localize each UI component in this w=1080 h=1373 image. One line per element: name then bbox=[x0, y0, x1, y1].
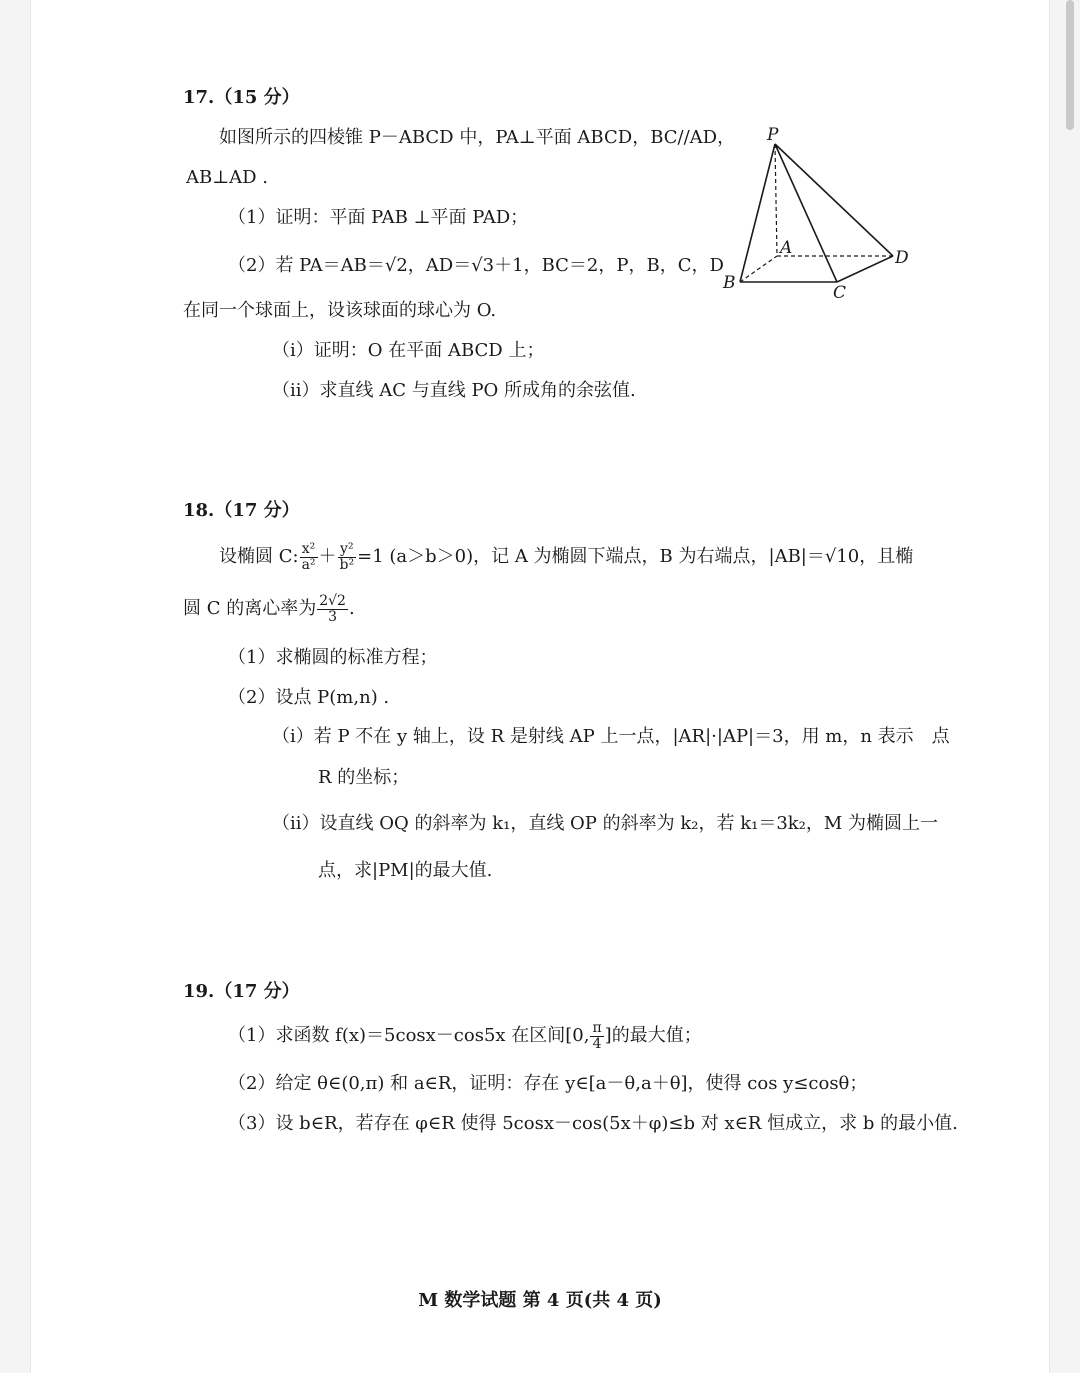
q18-part2: （2）设点 P(m,n) . bbox=[228, 687, 390, 708]
q19-part1 bbox=[228, 1018, 702, 1054]
q17-part2: （2）若 PA＝AB＝√2，AD＝√3＋1，BC＝2，P，B，C，D bbox=[228, 255, 724, 276]
four-denominator: 4 bbox=[592, 1035, 602, 1052]
q17-sub-i: （ⅰ）证明：O 在平面 ABCD 上； bbox=[272, 340, 545, 361]
q18-stem-prefix: 设椭圆 C: bbox=[219, 546, 299, 567]
ecc-numerator: 2√2 bbox=[319, 592, 346, 609]
q18-sub-ii-cont: 点，求|PM|的最大值. bbox=[318, 860, 493, 881]
q17-part1: （1）证明：平面 PAB ⊥平面 PAD； bbox=[228, 207, 529, 228]
page-footer: M 数学试题 第 4 页(共 4 页) bbox=[418, 1290, 662, 1311]
edge-PD bbox=[775, 144, 893, 256]
label-C: C bbox=[833, 283, 847, 303]
pyramid-figure bbox=[715, 120, 920, 305]
q18-stem: 设椭圆 C: $\frac{\text{x²}}{\text{a²}}$ ＋ $\frac{\text{y²}}{\text{b²}}$ =1 (a＞b＞0)，记 A 为椭圆下端点，B 为右端点，|AB|＝√10，且椭 bbox=[219, 540, 914, 573]
q19-part2: （2）给定 θ∈(0,π) 和 a∈R，证明：存在 y∈[a－θ,a＋θ]，使得 cos y≤cosθ； bbox=[228, 1073, 868, 1094]
numerator-x2: x² bbox=[300, 542, 318, 558]
q18-stem-suffix: =1 (a＞b＞0)，记 A 为椭圆下端点，B 为右端点，|AB|＝√10，且椭 bbox=[357, 546, 914, 567]
q17-sub-ii: （ⅱ）求直线 AC 与直线 PO 所成角的余弦值. bbox=[272, 380, 636, 401]
q19-header: 19.（17 分） bbox=[183, 981, 300, 1002]
q18-part1: （1）求椭圆的标准方程； bbox=[228, 647, 438, 668]
edge-PC bbox=[775, 144, 837, 282]
q17-stem: 如图所示的四棱锥 P－ABCD 中，PA⊥平面 ABCD，BC//AD， bbox=[219, 127, 736, 148]
edge-CD bbox=[837, 256, 893, 282]
q18-stem2-prefix: 圆 C 的离心率为 bbox=[183, 598, 317, 619]
ecc-denominator: 3 bbox=[328, 608, 338, 625]
fraction-x2-a2 bbox=[300, 542, 318, 573]
q19-part1-suffix: ]的最大值； bbox=[604, 1025, 702, 1046]
fraction-eccentricity bbox=[317, 594, 348, 625]
q18-sub-ii: （ⅱ）设直线 OQ 的斜率为 k₁，直线 OP 的斜率为 k₂，若 k₁＝3k₂，M 为椭圆上一 bbox=[272, 813, 939, 834]
q18-sub-i: （ⅰ）若 P 不在 y 轴上，设 R 是射线 AP 上一点，|AR|·|AP|＝3，用 m，n 表示 点 bbox=[272, 726, 950, 747]
q19-part3: （3）设 b∈R，若存在 φ∈R 使得 5cosx－cos(5x＋φ)≤b 对 x∈R 恒成立，求 b 的最小值. bbox=[228, 1113, 958, 1134]
q19-part1-prefix: （1）求函数 f(x)＝5cosx－cos5x 在区间[0, bbox=[228, 1025, 590, 1046]
q18-stem-cont bbox=[183, 591, 355, 627]
denominator-b2: b² bbox=[339, 556, 355, 573]
denominator-a2: a² bbox=[301, 556, 316, 573]
label-P: P bbox=[767, 125, 779, 145]
label-A: A bbox=[780, 238, 793, 258]
q17-stem-cont: AB⊥AD . bbox=[186, 167, 269, 188]
numerator-y2: y² bbox=[338, 542, 357, 558]
q17-header: 17.（15 分） bbox=[183, 87, 300, 108]
fraction-pi-over-4 bbox=[590, 1021, 603, 1052]
q18-header: 18.（17 分） bbox=[183, 500, 300, 521]
scrollbar[interactable] bbox=[1066, 0, 1074, 130]
label-D: D bbox=[895, 248, 909, 268]
edge-PA-hidden bbox=[775, 144, 777, 256]
q18-stem2-suffix: . bbox=[348, 598, 355, 619]
pi-numerator: π bbox=[592, 1019, 602, 1036]
q18-sub-i-cont: R 的坐标； bbox=[318, 767, 410, 788]
label-B: B bbox=[723, 273, 736, 293]
fraction-y2-b2 bbox=[338, 542, 357, 573]
q17-part2-cont: 在同一个球面上，设该球面的球心为 O. bbox=[183, 300, 497, 321]
